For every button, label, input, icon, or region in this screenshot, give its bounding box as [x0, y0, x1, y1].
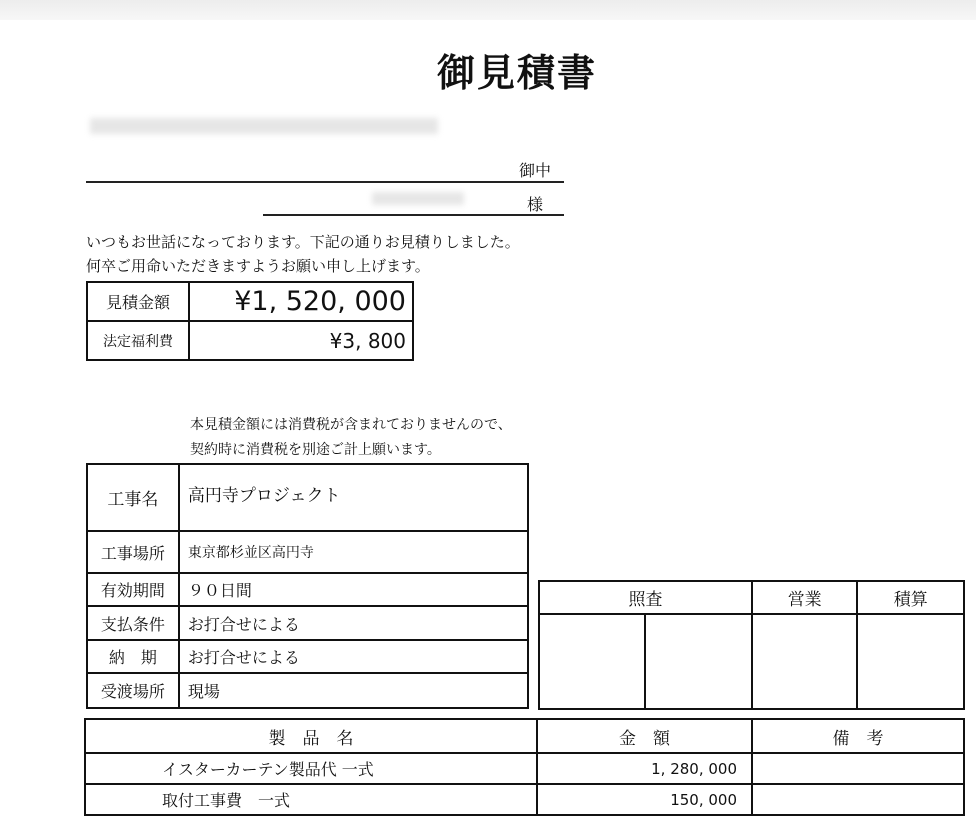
- info-value: お打合せによる: [179, 606, 528, 640]
- product-note: [752, 753, 964, 784]
- tax-note-line-2: 契約時に消費税を別途ご計上願います。: [190, 442, 441, 458]
- product-header-row: [85, 719, 964, 753]
- welfare-value: ¥3, 800: [189, 321, 413, 360]
- redacted-company-name: [90, 118, 438, 134]
- stamp-header-check: 照査: [539, 581, 752, 614]
- product-name-header: 製 品 名: [85, 719, 537, 753]
- product-note-header: 備 考: [752, 719, 964, 753]
- redacted-person-name: [372, 192, 464, 205]
- estimate-label: 見積金額: [87, 282, 189, 321]
- info-value: 現場: [179, 673, 528, 708]
- product-amount-header: 金 額: [537, 719, 752, 753]
- info-row: [87, 573, 528, 606]
- info-row: [87, 640, 528, 673]
- info-label: 工事名: [87, 464, 179, 531]
- stamp-box: [752, 614, 858, 709]
- product-row: [85, 753, 964, 784]
- info-value: 東京都杉並区高円寺: [179, 531, 528, 573]
- product-note: [752, 784, 964, 815]
- greeting-line-2: 何卒ご用命いただきますようお願い申し上げます。: [86, 257, 430, 275]
- stamp-box: [539, 614, 645, 709]
- person-suffix: 様: [527, 195, 544, 214]
- stamp-header-row: [539, 581, 964, 614]
- tax-note-line-1: 本見積金額には消費税が含まれておりませんので、: [190, 417, 512, 433]
- estimate-value: ¥1, 520, 000: [189, 282, 413, 321]
- product-name: 取付工事費 一式: [85, 784, 537, 815]
- info-label: 工事場所: [87, 531, 179, 573]
- info-row: [87, 464, 528, 531]
- info-row: [87, 673, 528, 708]
- info-label: 納 期: [87, 640, 179, 673]
- product-row: [85, 784, 964, 815]
- info-label: 支払条件: [87, 606, 179, 640]
- approval-stamp-table: [538, 580, 965, 710]
- welfare-row: [87, 321, 413, 360]
- document-title: 御見積書: [436, 51, 597, 95]
- estimate-row: [87, 282, 413, 321]
- product-table: [84, 718, 965, 816]
- welfare-label: 法定福利費: [87, 321, 189, 360]
- person-underline: [263, 214, 564, 216]
- info-value: ９０日間: [179, 573, 528, 606]
- company-underline: [86, 181, 564, 183]
- greeting-line-1: いつもお世話になっております。下記の通りお見積りしました。: [86, 233, 520, 251]
- product-name: イスターカーテン製品代 一式: [85, 753, 537, 784]
- info-label: 有効期間: [87, 573, 179, 606]
- stamp-box-row: [539, 614, 964, 709]
- product-amount: 150, 000: [537, 784, 752, 815]
- info-label: 受渡場所: [87, 673, 179, 708]
- info-value: お打合せによる: [179, 640, 528, 673]
- stamp-box: [857, 614, 964, 709]
- project-info-table: [86, 463, 529, 709]
- company-suffix: 御中: [519, 161, 552, 180]
- stamp-header-estimate: 積算: [857, 581, 964, 614]
- stamp-header-sales: 営業: [752, 581, 858, 614]
- amount-table: [86, 281, 414, 361]
- stamp-box: [645, 614, 751, 709]
- product-amount: 1, 280, 000: [537, 753, 752, 784]
- info-row: [87, 531, 528, 573]
- viewer-top-bar: [0, 0, 976, 20]
- info-value: 高円寺プロジェクト: [179, 464, 528, 531]
- info-row: [87, 606, 528, 640]
